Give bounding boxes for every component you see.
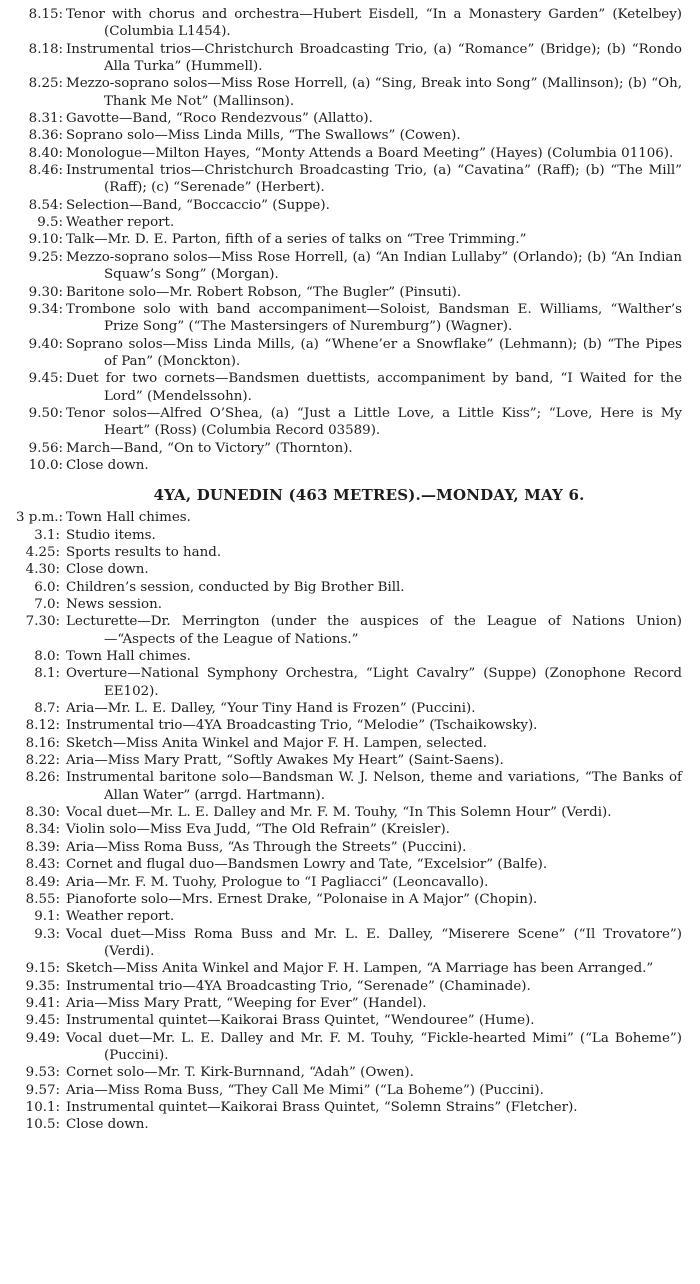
- entry-description: Mezzo-soprano solos—Miss Rose Horrell, (a) “An Indian Lullaby” (Orlando); (b) “An Indian Squaw’s Song” (Morgan).: [66, 249, 682, 283]
- programme-section-christchurch: [16, 6, 682, 474]
- entry-time: 8.30:: [25, 805, 60, 821]
- entry-description: Soprano solos—Miss Linda Mills, (a) “Whene’er a Snowflake” (Lehmann); (b) “The Pipes of Pan” (Monckton).: [66, 336, 682, 369]
- entry-time: 8.1:: [34, 666, 60, 682]
- entry-description: Selection—Band, “Boccaccio” (Suppe).: [66, 197, 330, 213]
- entry-description: Children’s session, conducted by Big Brother Bill.: [66, 579, 405, 595]
- entry-description: Town Hall chimes.: [66, 649, 191, 665]
- entry-description: Aria—Miss Mary Pratt, “Weeping for Ever” (Handel).: [66, 995, 427, 1011]
- programme-entry: [16, 1099, 682, 1116]
- entry-time: 9.1:: [34, 909, 60, 925]
- entry-description: Monologue—Milton Hayes, “Monty Attends a Board Meeting” (Hayes) (Columbia 01106).: [66, 145, 674, 161]
- entry-description: Aria—Miss Roma Buss, “They Call Me Mimi” (“La Boheme”) (Puccini).: [66, 1082, 544, 1098]
- programme-entry: [16, 440, 682, 457]
- programme-entry: [16, 6, 682, 41]
- entry-description: Weather report.: [66, 909, 175, 925]
- entry-time: 10.5:: [25, 1117, 60, 1133]
- entry-description: Soprano solo—Miss Linda Mills, “The Swallows” (Cowen).: [66, 128, 461, 144]
- programme-entry: [16, 978, 682, 995]
- entry-time: 7.0:: [34, 597, 60, 612]
- entry-description: Instrumental trios—Christchurch Broadcasting Trio, (a) “Cavatina” (Raff); (b) “The Mill” (Raff); (c) “Serenade” (Herbert).: [66, 163, 682, 196]
- entry-description: Sketch—Miss Anita Winkel and Major F. H. Lampen, “A Marriage has been Arranged.”: [66, 961, 654, 977]
- entry-time: 9.30:: [28, 284, 63, 300]
- entry-description: Vocal duet—Miss Roma Buss and Mr. L. E. Dalley, “Miserere Scene” (“Il Trovatore”) (Verdi).: [66, 926, 682, 959]
- entry-time: 6.0:: [34, 579, 60, 595]
- programme-entry: [16, 1012, 682, 1029]
- programme-entry: [16, 284, 682, 301]
- entry-time: 8.43:: [25, 857, 60, 873]
- programme-entry: [16, 336, 682, 371]
- programme-entry: [16, 509, 682, 526]
- entry-description: Aria—Mr. F. M. Tuohy, Prologue to “I Pagliacci” (Leoncavallo).: [66, 874, 489, 890]
- programme-entry: [16, 231, 682, 248]
- entry-description: Town Hall chimes.: [66, 510, 191, 526]
- programme-entry: [16, 162, 682, 197]
- entry-description: Instrumental baritone solo—Bandsman W. J. Nelson, theme and variations, “The Banks of Allan Water” (arrgd. Hartmann).: [66, 770, 682, 803]
- entry-description: Aria—Miss Roma Buss, “As Through the Streets” (Puccini).: [66, 839, 467, 855]
- entry-description: Cornet solo—Mr. T. Kirk-Burnnand, “Adah” (Owen).: [66, 1065, 414, 1081]
- entry-time: 8.46:: [28, 163, 63, 179]
- programme-entry: [16, 457, 682, 474]
- entry-time: 9.35:: [25, 978, 60, 994]
- programme-entry: [16, 926, 682, 961]
- programme-entry: [16, 752, 682, 769]
- entry-description: Studio items.: [66, 527, 156, 543]
- entry-description: Tenor with chorus and orchestra—Hubert Eisdell, “In a Monastery Garden” (Ketelbey) (Columbia L1454).: [66, 7, 682, 40]
- entry-description: Instrumental trios—Christchurch Broadcasting Trio, (a) “Romance” (Bridge); (b) “Rondo Alla Turka” (Hummell).: [66, 41, 682, 75]
- programme-entry: [16, 665, 682, 700]
- programme-entry: [16, 839, 682, 856]
- programme-entry: [16, 527, 682, 544]
- entry-time: 9.34:: [28, 301, 63, 317]
- programme-page: [16, 6, 682, 1134]
- entry-time: 9.57:: [25, 1082, 60, 1098]
- programme-entry: [16, 648, 682, 665]
- entry-time: 9.10:: [28, 232, 63, 248]
- entry-description: Aria—Mr. L. E. Dalley, “Your Tiny Hand is Frozen” (Puccini).: [66, 701, 476, 717]
- entry-description: Close down.: [66, 562, 149, 578]
- entry-time: 9.45:: [28, 371, 63, 387]
- entry-time: 8.18:: [28, 41, 63, 57]
- programme-entry: [16, 405, 682, 440]
- entry-description: Instrumental quintet—Kaikorai Brass Quintet, “Solemn Strains” (Fletcher).: [66, 1099, 578, 1115]
- entry-description: Instrumental quintet—Kaikorai Brass Quintet, “Wendouree” (Hume).: [66, 1013, 535, 1029]
- programme-entry: [16, 214, 682, 231]
- programme-entry: [16, 1082, 682, 1099]
- entry-description: Tenor solos—Alfred O’Shea, (a) “Just a Little Love, a Little Kiss”; “Love, Here is My Heart” (Ross) (Columbia Record 03589).: [66, 405, 682, 439]
- entry-description: News session.: [66, 597, 162, 612]
- entry-time: 8.15:: [28, 7, 63, 22]
- entry-description: Lecturette—Dr. Merrington (under the auspices of the League of Nations Union)—“Aspects of the League of Nations.”: [66, 614, 682, 647]
- entry-description: March—Band, “On to Victory” (Thornton).: [66, 440, 353, 456]
- section-heading-text: 4YA, DUNEDIN (463 METRES).—MONDAY, MAY 6.: [153, 486, 585, 505]
- programme-entry: [16, 891, 682, 908]
- programme-entry: [16, 370, 682, 405]
- programme-entry: [16, 769, 682, 804]
- entry-description: Weather report.: [66, 215, 175, 231]
- entry-time: 8.31:: [28, 111, 63, 127]
- entry-description: Sports results to hand.: [66, 544, 222, 560]
- section-heading: [16, 486, 682, 505]
- programme-entry: [16, 145, 682, 162]
- entry-time: 8.22:: [25, 753, 60, 769]
- entry-time: 8.34:: [25, 822, 60, 838]
- entry-time: 10.1:: [25, 1099, 60, 1115]
- entry-time: 8.54:: [28, 197, 63, 213]
- entry-time: 9.5:: [37, 215, 63, 231]
- programme-entry: [16, 197, 682, 214]
- entry-time: 8.0:: [34, 649, 60, 665]
- entry-time: 4.30:: [25, 562, 60, 578]
- entry-time: 8.7:: [34, 701, 60, 717]
- programme-entry: [16, 579, 682, 596]
- entry-description: Cornet and flugal duo—Bandsmen Lowry and Tate, “Excelsior” (Balfe).: [66, 857, 548, 873]
- programme-entry: [16, 717, 682, 734]
- entry-time: 8.39:: [25, 839, 60, 855]
- programme-entry: [16, 596, 682, 613]
- programme-entry: [16, 561, 682, 578]
- programme-entry: [16, 301, 682, 336]
- entry-time: 7.30:: [25, 614, 60, 630]
- entry-time: 9.50:: [28, 405, 63, 421]
- entry-time: 8.40:: [28, 145, 63, 161]
- programme-entry: [16, 908, 682, 925]
- entry-time: 4.25:: [25, 544, 60, 560]
- entry-time: 10.0:: [28, 457, 63, 473]
- entry-time: 9.40:: [28, 336, 63, 352]
- entry-description: Pianoforte solo—Mrs. Ernest Drake, “Polonaise in A Major” (Chopin).: [66, 891, 538, 907]
- entry-description: Duet for two cornets—Bandsmen duettists, accompaniment by band, “I Waited for the Lord” (Mendelssohn).: [66, 371, 682, 404]
- programme-entry: [16, 821, 682, 838]
- programme-section-dunedin: [16, 509, 682, 1133]
- programme-entry: [16, 856, 682, 873]
- entry-description: Gavotte—Band, “Roco Rendezvous” (Allatto).: [66, 111, 373, 127]
- entry-time: 9.53:: [25, 1065, 60, 1081]
- entry-description: Close down.: [66, 457, 149, 473]
- entry-description: Instrumental trio—4YA Broadcasting Trio, “Serenade” (Chaminade).: [66, 978, 531, 994]
- programme-entry: [16, 804, 682, 821]
- entry-description: Sketch—Miss Anita Winkel and Major F. H. Lampen, selected.: [66, 735, 488, 751]
- programme-entry: [16, 700, 682, 717]
- entry-time: 8.26:: [25, 770, 60, 786]
- programme-entry: [16, 874, 682, 891]
- entry-description: Vocal duet—Mr. L. E. Dalley and Mr. F. M. Touhy, “In This Solemn Hour” (Verdi).: [66, 805, 612, 821]
- entry-description: Overture—National Symphony Orchestra, “Light Cavalry” (Suppe) (Zonophone Record EE102).: [66, 666, 682, 699]
- programme-entry: [16, 613, 682, 648]
- entry-time: 8.49:: [25, 874, 60, 890]
- programme-entry: [16, 960, 682, 977]
- programme-entry: [16, 110, 682, 127]
- entry-description: Talk—Mr. D. E. Parton, fifth of a series of talks on “Tree Trimming.”: [66, 232, 527, 248]
- entry-description: Aria—Miss Mary Pratt, “Softly Awakes My Heart” (Saint-Saens).: [66, 753, 504, 769]
- programme-entry: [16, 127, 682, 144]
- entry-time: 9.45:: [25, 1013, 60, 1029]
- entry-time: 9.49:: [25, 1030, 60, 1046]
- entry-time: 8.25:: [28, 76, 63, 92]
- entry-time: 3.1:: [34, 527, 60, 543]
- entry-description: Trombone solo with band accompaniment—Soloist, Bandsman E. Williams, “Walther’s Prize Song” (“The Mastersingers of Nuremburg”) (Wagner).: [66, 301, 682, 335]
- programme-entry: [16, 1030, 682, 1065]
- entry-time: 9.15:: [25, 961, 60, 977]
- entry-description: Baritone solo—Mr. Robert Robson, “The Bugler” (Pinsuti).: [66, 284, 462, 300]
- entry-description: Close down.: [66, 1117, 149, 1133]
- entry-description: Instrumental trio—4YA Broadcasting Trio, “Melodie” (Tschaikowsky).: [66, 718, 538, 734]
- entry-description: Mezzo-soprano solos—Miss Rose Horrell, (a) “Sing, Break into Song” (Mallinson); (b) “Oh, Thank Me Not” (Mallinson).: [66, 76, 682, 109]
- entry-time: 8.36:: [28, 128, 63, 144]
- programme-entry: [16, 544, 682, 561]
- entry-time: 9.41:: [25, 995, 60, 1011]
- entry-description: Violin solo—Miss Eva Judd, “The Old Refrain” (Kreisler).: [66, 822, 450, 838]
- entry-time: 8.55:: [25, 891, 60, 907]
- entry-time: 9.25:: [28, 249, 63, 265]
- programme-entry: [16, 1116, 682, 1133]
- programme-entry: [16, 735, 682, 752]
- entry-time: 8.16:: [25, 735, 60, 751]
- programme-entry: [16, 1064, 682, 1081]
- entry-description: Vocal duet—Mr. L. E. Dalley and Mr. F. M. Touhy, “Fickle-hearted Mimi” (“La Boheme”) (Puccini).: [66, 1030, 682, 1063]
- entry-time: 9.56:: [28, 440, 63, 456]
- programme-entry: [16, 41, 682, 76]
- entry-time: 3 p.m.:: [16, 510, 64, 526]
- entry-time: 8.12:: [25, 718, 60, 734]
- programme-entry: [16, 249, 682, 284]
- programme-entry: [16, 995, 682, 1012]
- programme-entry: [16, 75, 682, 110]
- entry-time: 9.3:: [34, 926, 60, 942]
